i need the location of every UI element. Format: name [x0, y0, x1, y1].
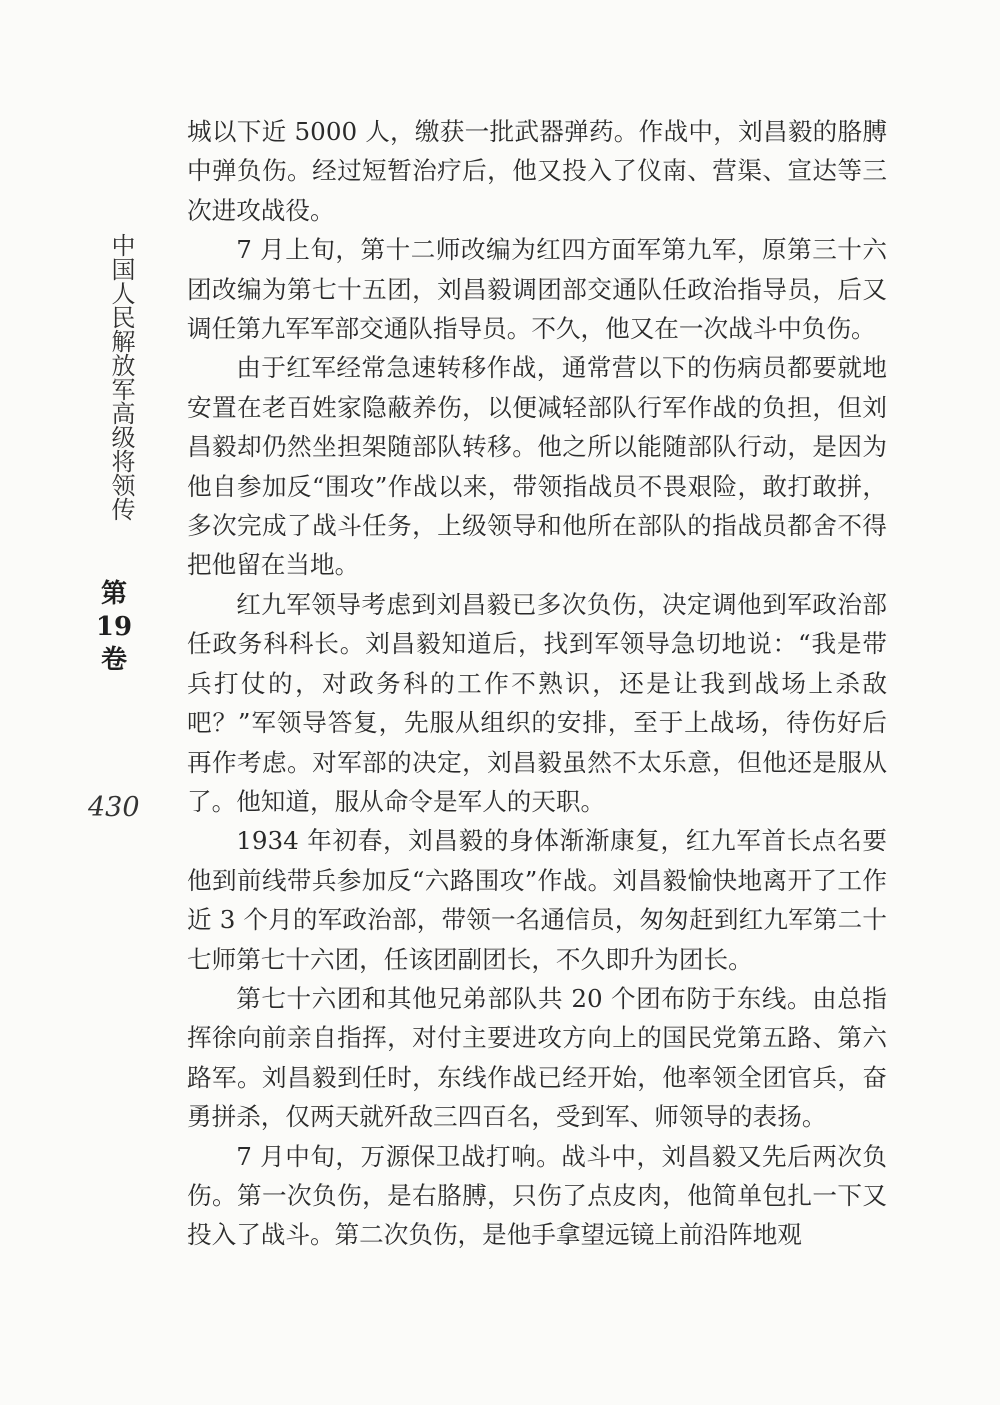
paragraph-continued: 城以下近 5000 人，缴获一批武器弹药。作战中，刘昌毅的胳膊中弹负伤。经过短暂治疗后，他又投入了仪南、营渠、宣达等三次进攻战役。: [187, 117, 887, 225]
paragraph: 第七十六团和其他兄弟部队共 20 个团布防于东线。由总指挥徐向前亲自指挥，对付主要进攻方向上的国民党第五路、第六路军。刘昌毅到任时，东线作战已经开始，他率领全团官兵，奋勇拼杀，仅两天就歼敌三四百名，受到军、师领导的表扬。: [187, 983, 887, 1132]
paragraph: 1934 年初春，刘昌毅的身体渐渐康复，红九军首长点名要他到前线带兵参加反“六路围攻”作战。刘昌毅愉快地离开了工作近 3 个月的军政治部，带领一名通信员，匆匆赶到红九军第二十七师第七十六团，任该团副团长，不久即升为团长。: [187, 826, 887, 974]
paragraph: 7 月中旬，万源保卫战打响。战斗中，刘昌毅又先后两次负伤。第一次负伤，是右胳膊，只伤了点皮肉，他简单包扎一下又投入了战斗。第二次负伤，是他手拿望远镜上前沿阵地观: [187, 1141, 887, 1250]
paragraph: 红九军领导考虑到刘昌毅已多次负伤，决定调他到军政治部任政务科科长。刘昌毅知道后，找到军领导急切地说：“我是带兵打仗的，对政务科的工作不熟识，还是让我到战场上杀敌吧？”军领导答复，先服从组织的安排，至于上战场，待伤好后再作考虑。对军部的决定，刘昌毅虽然不太乐意，但他还是服从了。他知道，服从命令是军人的天职。: [187, 589, 887, 816]
page-number: 430: [88, 792, 140, 823]
book-title-vertical: 中国人民解放军高级将领传: [107, 233, 135, 521]
volume-prefix: 第: [100, 579, 127, 609]
volume-number: 19: [95, 612, 133, 642]
volume-suffix: 卷: [100, 645, 127, 675]
paragraph: 由于红军经常急速转移作战，通常营以下的伤病员都要就地安置在老百姓家隐蔽养伤，以便减轻部队行军作战的负担，但刘昌毅却仍然坐担架随部队转移。他之所以能随部队行动，是因为他自参加反“围攻”作战以来，带领指战员不畏艰险，敢打敢拼，多次完成了战斗任务，上级领导和他所在部队的指战员都舍不得把他留在当地。: [187, 353, 887, 580]
volume-label: [92, 578, 136, 677]
paragraph: 7 月上旬，第十二师改编为红四方面军第九军，原第三十六团改编为第七十五团，刘昌毅调团部交通队任政治指导员，后又调任第九军军部交通队指导员。不久，他又在一次战斗中负伤。: [187, 235, 887, 344]
body-text: [187, 112, 887, 1255]
